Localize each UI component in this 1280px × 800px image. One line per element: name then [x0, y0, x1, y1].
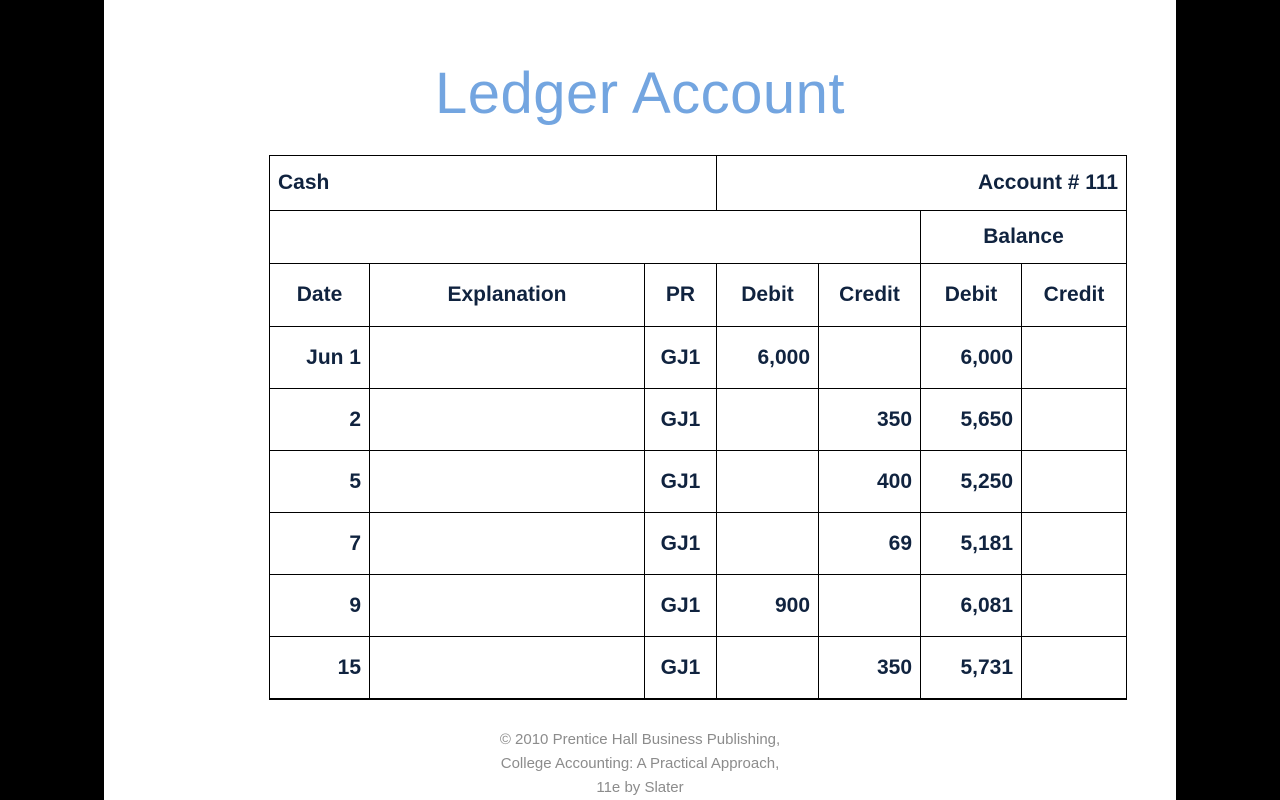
cell-explanation	[370, 575, 645, 637]
cell-balance-debit: 5,250	[921, 451, 1022, 513]
footer-line-3: 11e by Slater	[596, 779, 684, 796]
cell-balance-credit	[1022, 389, 1127, 451]
cell-pr: GJ1	[645, 389, 717, 451]
cell-balance-credit	[1022, 637, 1127, 700]
cell-credit: 400	[819, 451, 921, 513]
cell-balance-credit	[1022, 451, 1127, 513]
cell-balance-debit: 5,731	[921, 637, 1022, 700]
col-header-date: Date	[270, 264, 370, 327]
cell-date: 5	[270, 451, 370, 513]
cell-balance-credit	[1022, 513, 1127, 575]
cell-credit: 350	[819, 637, 921, 700]
table-row	[270, 327, 1127, 389]
cell-balance-debit: 6,081	[921, 575, 1022, 637]
cell-debit: 900	[717, 575, 819, 637]
col-header-balance-credit: Credit	[1022, 264, 1127, 327]
cell-debit	[717, 451, 819, 513]
cell-date: 2	[270, 389, 370, 451]
table-row	[270, 637, 1127, 700]
col-header-credit: Credit	[819, 264, 921, 327]
table-row	[270, 575, 1127, 637]
page-title: Ledger Account	[434, 61, 846, 126]
cell-explanation	[370, 389, 645, 451]
cell-debit	[717, 389, 819, 451]
ledger-table-container	[269, 155, 1126, 700]
cell-explanation	[370, 513, 645, 575]
cell-date: 15	[270, 637, 370, 700]
column-header-row	[270, 264, 1127, 327]
cell-pr: GJ1	[645, 575, 717, 637]
cell-credit	[819, 575, 921, 637]
balance-empty-span	[270, 211, 921, 264]
account-number: Account # 111	[717, 156, 1127, 211]
cell-balance-debit: 5,181	[921, 513, 1022, 575]
footer-line-1: © 2010 Prentice Hall Business Publishing,	[499, 731, 781, 748]
cell-balance-debit: 5,650	[921, 389, 1022, 451]
table-row	[270, 389, 1127, 451]
cell-date: Jun 1	[270, 327, 370, 389]
cell-explanation	[370, 327, 645, 389]
ledger-table	[269, 155, 1127, 700]
cell-pr: GJ1	[645, 451, 717, 513]
cell-credit: 350	[819, 389, 921, 451]
cell-date: 9	[270, 575, 370, 637]
balance-group-row	[270, 211, 1127, 264]
col-header-balance-debit: Debit	[921, 264, 1022, 327]
cell-credit	[819, 327, 921, 389]
col-header-debit: Debit	[717, 264, 819, 327]
cell-explanation	[370, 637, 645, 700]
cell-balance-debit: 6,000	[921, 327, 1022, 389]
balance-group-label: Balance	[921, 211, 1127, 264]
cell-pr: GJ1	[645, 327, 717, 389]
col-header-explanation: Explanation	[370, 264, 645, 327]
cell-balance-credit	[1022, 327, 1127, 389]
cell-pr: GJ1	[645, 637, 717, 700]
ledger-account-header-row	[270, 156, 1127, 211]
cell-date: 7	[270, 513, 370, 575]
cell-debit	[717, 513, 819, 575]
footer-credit	[104, 728, 1176, 800]
cell-pr: GJ1	[645, 513, 717, 575]
footer-line-2: College Accounting: A Practical Approach,	[500, 755, 780, 772]
cell-credit: 69	[819, 513, 921, 575]
cell-balance-credit	[1022, 575, 1127, 637]
cell-explanation	[370, 451, 645, 513]
cell-debit	[717, 637, 819, 700]
slide-canvas	[104, 0, 1176, 800]
account-name: Cash	[270, 156, 717, 211]
table-row	[270, 513, 1127, 575]
col-header-pr: PR	[645, 264, 717, 327]
cell-debit: 6,000	[717, 327, 819, 389]
table-row	[270, 451, 1127, 513]
